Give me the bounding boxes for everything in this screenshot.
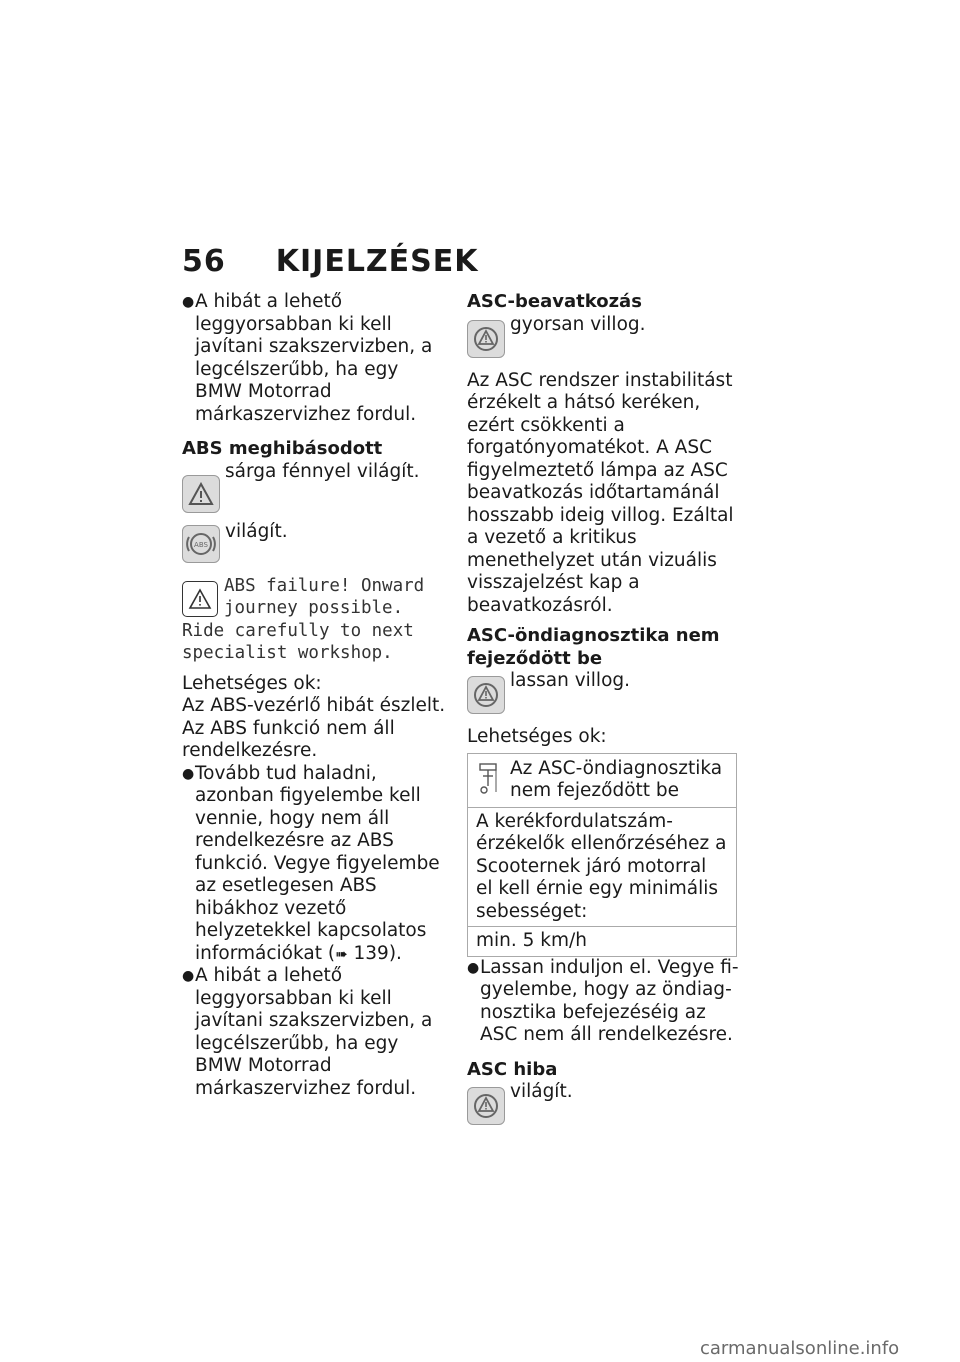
indicator-asc-error [467, 1081, 739, 1125]
watermark: carmanualsonline.info [700, 1338, 900, 1359]
warning-triangle-icon [182, 475, 220, 513]
right-column [467, 291, 739, 1125]
indicator-general-warning [182, 461, 450, 513]
page-number: 56 [182, 244, 226, 279]
left-column [182, 291, 450, 1100]
indicator-asc-slow-flash [467, 670, 739, 714]
list-item [467, 957, 739, 1047]
bullet-text: A hibát a lehető leggyorsabban ki kell javítani szakszervizben, a legcélszerűbb, ha egy BMW Motorrad márkaszervizhez fordul. [195, 965, 433, 1099]
table-row: A kerékfordulatszám-érzékelők ellenőrzéséhez a Scooternek járó motorral el kell érnie egy minimális sebességet: [468, 807, 736, 927]
section-heading-asc-error: ASC hiba [467, 1058, 558, 1080]
indicator-text: lassan villog. [510, 670, 631, 691]
asc-lamp-icon [467, 1087, 505, 1125]
bullet-dot: ● [182, 968, 195, 984]
display-message-text: ABS failure! Onward journey possible. Ride carefully to next specialist workshop. [182, 575, 425, 663]
section-heading-asc-diagnosis: ASC-öndiagnosztika nem fejeződött be [467, 625, 720, 669]
bullet-text: A hibát a lehető leggyorsabban ki kell javítani szakszervizben, a legcélszerűbb, ha egy BMW Motorrad márkaszervizhez fordul. [195, 291, 433, 425]
indicator-text: sárga fénnyel világít. [225, 460, 420, 482]
warning-triangle-icon [182, 581, 218, 617]
abs-lamp-icon [182, 525, 220, 563]
table-header-text: Az ASC-öndiagnosztika nem fejeződött be [510, 757, 723, 801]
causes-text: Az ABS-vezérlő hibát észlelt. Az ABS funkció nem áll rendelkezésre. [182, 695, 446, 761]
list-item [182, 965, 450, 1100]
bullet-text: Tovább tud haladni, azonban figyelembe kell vennie, hogy nem áll rendelkezésre az ABS funkció. Vegye figyelembe az esetlegesen ABS hibákhoz vezető helyzetekkel kapcsolatos információkat ( [195, 762, 440, 964]
display-message [182, 575, 450, 665]
causes-label: Lehetséges ok: [467, 726, 607, 747]
section-heading-asc-intervention: ASC-beavatkozás [467, 291, 642, 312]
asc-paragraph: Az ASC rendszer instabilitást érzékelt a hátsó keréken, ezért csökkenti a forgatónyomatékot. A ASC figyelmeztető lámpa az ASC beavatkozás időtartamánál hosszabb ideig villog. Ezáltal a vezető a kritikus menethelyzet után vizuális visszajelzést kap a beavatkozásról. [467, 369, 734, 616]
page-header [182, 244, 479, 284]
list-item: ● Tovább tud haladni, azonban figyelembe kell vennie, hogy nem áll rendelkezésre az ABS funkció. Vegye figyelembe az esetlegesen ABS hibákhoz vezető helyzetekkel kapcsolatos információkat (➠ 139). [182, 762, 440, 964]
asc-lamp-icon [467, 320, 505, 358]
page-reference-arrow-icon: ➠ [335, 944, 348, 963]
table-row: min. 5 km/h [468, 926, 736, 956]
indicator-text: világít. [510, 1081, 573, 1102]
page-title: KIJELZÉSEK [275, 244, 479, 279]
page-reference[interactable]: 139 [353, 942, 389, 964]
bullet-text: Lassan induljon el. Vegye figyelembe, hogy az öndiagnosztika befejezéséig az ASC nem áll rendelkezésre. [480, 956, 739, 1045]
section-heading-abs: ABS meghibásodott [182, 438, 383, 459]
indicator-asc-fast-flash [467, 314, 739, 358]
asc-lamp-icon [467, 676, 505, 714]
bullet-dot: ● [182, 765, 195, 782]
bullet-dot: ● [467, 959, 480, 976]
svg-text:ABS: ABS [194, 540, 208, 549]
causes-label: Lehetséges ok: [182, 672, 322, 694]
diagnosis-icon [476, 758, 506, 803]
indicator-text: gyorsan villog. [510, 313, 646, 335]
indicator-text: világít. [225, 520, 288, 542]
list-item [182, 291, 450, 426]
table-header [468, 754, 736, 807]
info-table [467, 753, 737, 957]
indicator-abs [182, 521, 450, 563]
bullet-dot: ● [182, 294, 195, 310]
